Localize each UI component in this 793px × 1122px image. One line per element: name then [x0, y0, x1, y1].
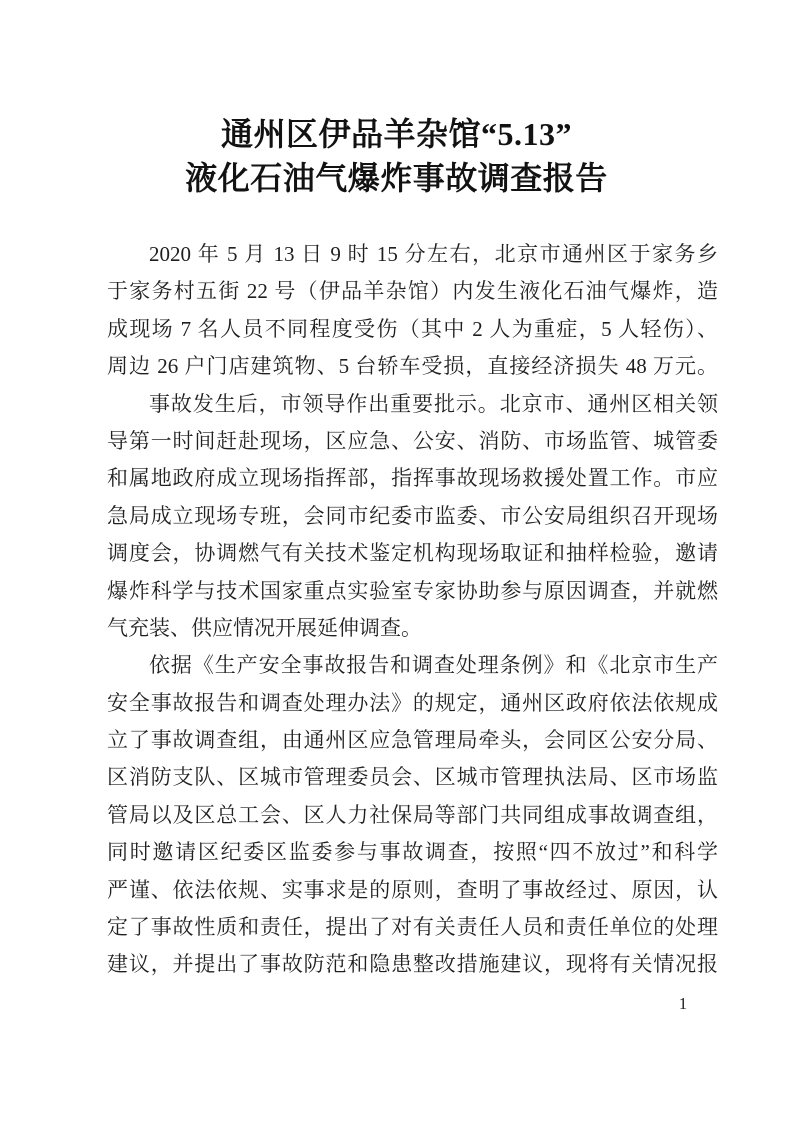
body-line: 事故发生后，市领导作出重要批示。北京市、通州区相关领	[149, 391, 718, 416]
report-body	[107, 236, 718, 984]
body-line: 依据《生产安全事故报告和调查处理条例》和《北京市生产	[149, 653, 718, 678]
body-line: 成现场 7 名人员不同程度受伤（其中 2 人为重症，5 人轻伤）、	[107, 316, 718, 341]
body-line: 急局成立现场专班，会同市纪委市监委、市公安局组织召开现场	[107, 503, 718, 528]
body-line: 同时邀请区纪委区监委参与事故调查，按照“四不放过”和科学	[107, 840, 718, 865]
body-line: 气充装、供应情况开展延伸调查。	[107, 615, 422, 640]
paragraph-response-actions	[107, 386, 718, 648]
body-line: 严谨、依法依规、实事求是的原则，查明了事故经过、原因，认	[107, 877, 718, 902]
body-line: 定了事故性质和责任，提出了对有关责任人员和责任单位的处理	[107, 915, 718, 940]
body-line: 调度会，协调燃气有关技术鉴定机构现场取证和抽样检验，邀请	[107, 541, 718, 566]
body-line: 立了事故调查组，由通州区应急管理局牵头，会同区公安分局、	[107, 728, 718, 753]
body-line: 和属地政府成立现场指挥部，指挥事故现场救援处置工作。市应	[107, 466, 718, 491]
body-line: 导第一时间赶赴现场，区应急、公安、消防、市场监管、城管委	[107, 428, 718, 453]
body-line: 管局以及区总工会、区人力社保局等部门共同组成事故调查组，	[107, 802, 718, 827]
body-line: 安全事故报告和调查处理办法》的规定，通州区政府依法依规成	[107, 690, 718, 715]
body-line: 爆炸科学与技术国家重点实验室专家协助参与原因调查，并就燃	[107, 578, 718, 603]
paragraph-investigation-basis	[107, 647, 718, 984]
paragraph-incident-summary	[107, 236, 718, 386]
report-title-line-1: 通州区伊品羊杂馆“5.13”	[220, 116, 572, 152]
body-line: 周边 26 户门店建筑物、5 台轿车受损，直接经济损失 48 万元。	[107, 354, 718, 379]
body-line: 建议，并提出了事故防范和隐患整改措施建议，现将有关情况报	[107, 952, 718, 977]
report-title-line-2: 液化石油气爆炸事故调查报告	[185, 160, 608, 196]
body-line: 2020 年 5 月 13 日 9 时 15 分左右，北京市通州区于家务乡	[149, 242, 718, 266]
report-title	[0, 112, 793, 200]
page-number: 1	[678, 994, 688, 1013]
body-line: 区消防支队、区城市管理委员会、区城市管理执法局、区市场监	[107, 765, 718, 790]
body-line: 于家务村五街 22 号（伊品羊杂馆）内发生液化石油气爆炸，造	[107, 279, 718, 304]
